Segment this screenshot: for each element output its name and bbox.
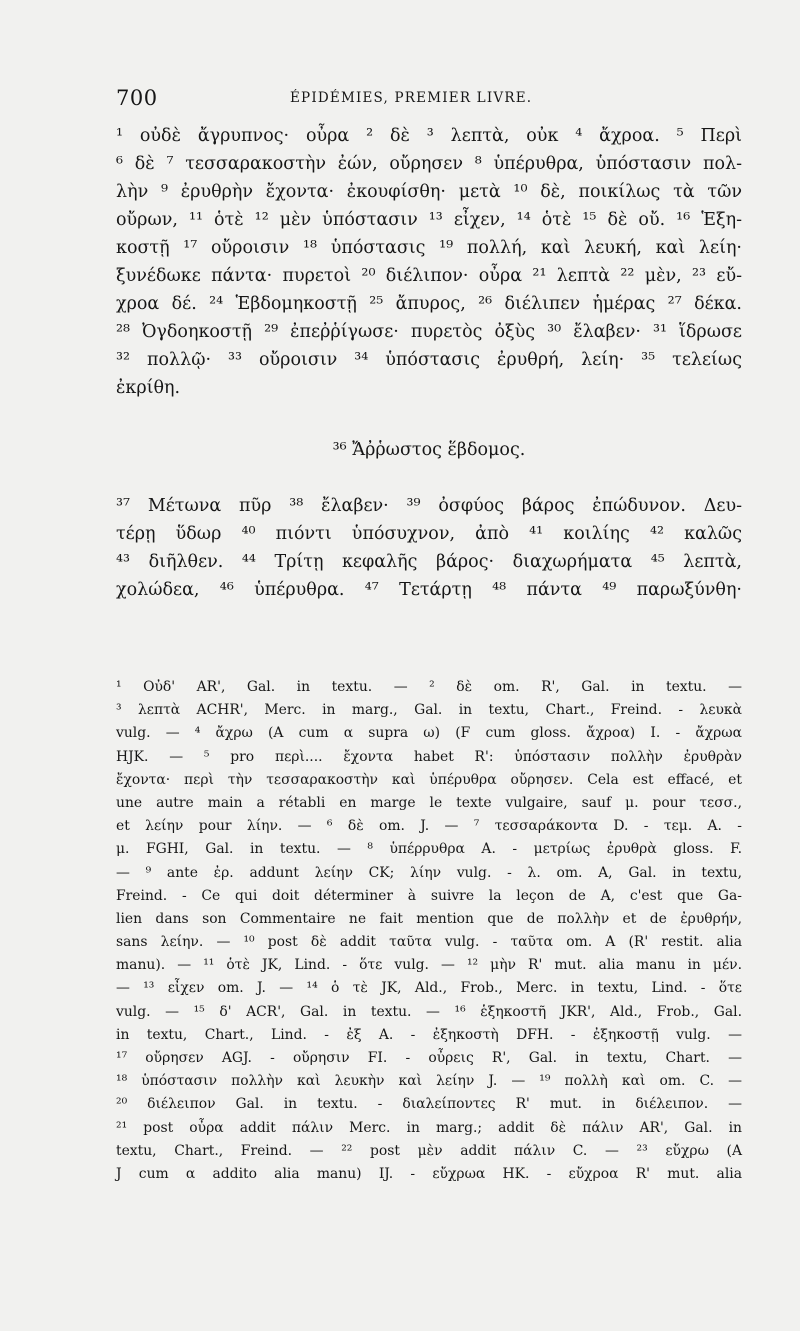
footnote-line: Freind. - Ce qui doit déterminer à suivre la leçon de A, c'est que Ga- [116, 887, 742, 904]
text-line: χολώδεα, ⁴⁶ ὑπέρυθρα. ⁴⁷ Τετάρτῃ ⁴⁸ πάντα ⁴⁹ παρωξύνθη· [116, 580, 742, 600]
footnote-line: une autre main a rétabli en marge le texte vulgaire, sauf μ. pour τεσσ., [116, 794, 742, 811]
footnote-line: vulg. — ⁴ ἄχρω (A cum α supra ω) (F cum gloss. ἄχροα) I. - ἄχρωα [116, 725, 742, 742]
footnote-line: manu). — ¹¹ ὁτὲ JK, Lind. - ὅτε vulg. — ¹² μὴν R' mut. alia manu in μέν. [116, 957, 742, 974]
text-line: ³⁷ Μέτωνα πῦρ ³⁸ ἔλαβεν· ³⁹ ὀσφύος βάρος ἐπώδυνον. Δευ- [116, 496, 742, 516]
footnote-line: μ. FGHI, Gal. in textu. — ⁸ ὑπέρρυθρα A. - μετρίως ἐρυθρὰ gloss. F. [116, 841, 742, 858]
footnote-line: ¹ Οὐδ' AR', Gal. in textu. — ² δὲ om. R', Gal. in textu. — [116, 679, 742, 695]
footnote-line: sans λείην. — ¹⁰ post δὲ addit ταῦτα vulg. - ταῦτα om. A (R' restit. alia [116, 934, 742, 951]
page-number: 700 [116, 86, 158, 110]
text-line: λὴν ⁹ ἐρυθρὴν ἔχοντα· ἐκουφίσθη· μετὰ ¹⁰ δὲ, ποικίλως τὰ τῶν [116, 182, 742, 202]
footnote-line: ¹⁷ οὔρησεν AGJ. - οὔρησιν FI. - οὖρεις R', Gal. in textu, Chart. — [116, 1050, 742, 1066]
footnote-line: et λείην pour λίην. — ⁶ δὲ om. J. — ⁷ τεσσαράκοντα D. - τεμ. A. - [116, 818, 742, 835]
text-line: οὔρων, ¹¹ ὁτὲ ¹² μὲν ὑπόστασιν ¹³ εἶχεν, ¹⁴ ὁτὲ ¹⁵ δὲ οὔ. ¹⁶ Ἑξη- [116, 210, 742, 230]
footnote-line: lien dans son Commentaire ne fait mention que de πολλὴν et de ἐρυθρήν, [116, 910, 742, 927]
footnote-line: vulg. — ¹⁵ δ' ACR', Gal. in textu. — ¹⁶ ἑξηκοστῆ JKR', Ald., Frob., Gal. [116, 1003, 742, 1020]
text-line: κοστῇ ¹⁷ οὔροισιν ¹⁸ ὑπόστασις ¹⁹ πολλή, καὶ λευκή, καὶ λείη· [116, 238, 742, 258]
footnote-line: — ⁹ ante ἐρ. addunt λείην CK; λίην vulg. - λ. om. A, Gal. in textu, [116, 864, 742, 881]
footnote-line: ³ λεπτὰ ACHR', Merc. in marg., Gal. in textu, Chart., Freind. - λευκὰ [116, 702, 742, 719]
footnote-line: ἔχοντα· περὶ τὴν τεσσαρακοστὴν καὶ ὑπέρυθρα οὔρησεν. Cela est effacé, et [116, 771, 742, 788]
text-line: χροα δέ. ²⁴ Ἑβδομηκοστῇ ²⁵ ἄπυρος, ²⁶ διέλιπεν ἡμέρας ²⁷ δέκα. [116, 294, 742, 314]
text-line: ¹ οὐδὲ ἄγρυπνος· οὖρα ² δὲ ³ λεπτὰ, οὐκ ⁴ ἄχροα. ⁵ Περὶ [116, 126, 742, 146]
main-text-block-2 [116, 492, 742, 604]
footnote-line: ²⁰ διέλειπον Gal. in textu. - διαλείποντες R' mut. in διέλειπον. — [116, 1096, 742, 1113]
footnotes-block [116, 676, 742, 1186]
main-text-block [116, 122, 742, 402]
text-line: ξυνέδωκε πάντα· πυρετοὶ ²⁰ διέλιπον· οὖρα ²¹ λεπτὰ ²² μὲν, ²³ εὔ- [116, 266, 742, 286]
text-line: ²⁸ Ὀγδοηκοστῇ ²⁹ ἐπεῤῥίγωσε· πυρετὸς ὀξὺς ³⁰ ἔλαβεν· ³¹ ἵδρωσε [116, 322, 742, 342]
footnote-line: ²¹ post οὖρα addit πάλιν Merc. in marg.; addit δὲ πάλιν AR', Gal. in [116, 1119, 742, 1136]
footnote-line: textu, Chart., Freind. — ²² post μὲν addit πάλιν C. — ²³ εὔχρω (A [116, 1142, 742, 1159]
footnote-line: — ¹³ εἶχεν om. J. — ¹⁴ ὁ τὲ JK, Ald., Frob., Merc. in textu, Lind. - ὅτε [116, 980, 742, 997]
footnote-line: in textu, Chart., Lind. - ἐξ A. - ἐξηκοστὴ DFH. - ἐξηκοστῇ vulg. — [116, 1026, 742, 1043]
section-title: ³⁶ Ἄῤῥωστος ἕβδομος. [332, 440, 526, 460]
text-line: ³² πολλῷ· ³³ οὔροισιν ³⁴ ὑπόστασις ἐρυθρή, λείη· ³⁵ τελείως [116, 350, 742, 370]
text-line: ἐκρίθη. [116, 378, 181, 398]
footnote-line: ¹⁸ ὑπόστασιν πολλὴν καὶ λευκὴν καὶ λείην J. — ¹⁹ πολλὴ καὶ om. C. — [116, 1073, 742, 1090]
footnote-line: J cum α addito alia manu) IJ. - εὔχρωα HK. - εὔχροα R' mut. alia [116, 1165, 742, 1182]
text-line: ⁴³ διῆλθεν. ⁴⁴ Τρίτῃ κεφαλῆς βάρος· διαχωρήματα ⁴⁵ λεπτὰ, [116, 552, 742, 572]
running-head: ÉPIDÉMIES, PREMIER LIVRE. [290, 90, 533, 106]
text-line: τέρῃ ὕδωρ ⁴⁰ πιόντι ὑπόσυχνον, ἀπὸ ⁴¹ κοιλίης ⁴² καλῶς [116, 524, 742, 544]
text-line: ⁶ δὲ ⁷ τεσσαρακοστὴν ἐών, οὔρησεν ⁸ ὑπέρυθρα, ὑπόστασιν πολ- [116, 154, 742, 174]
footnote-line: HJK. — ⁵ pro περὶ.... ἔχοντα habet R': ὑπόστασιν πολλὴν ἐρυθρὰν [116, 748, 742, 765]
page-header [116, 86, 742, 110]
